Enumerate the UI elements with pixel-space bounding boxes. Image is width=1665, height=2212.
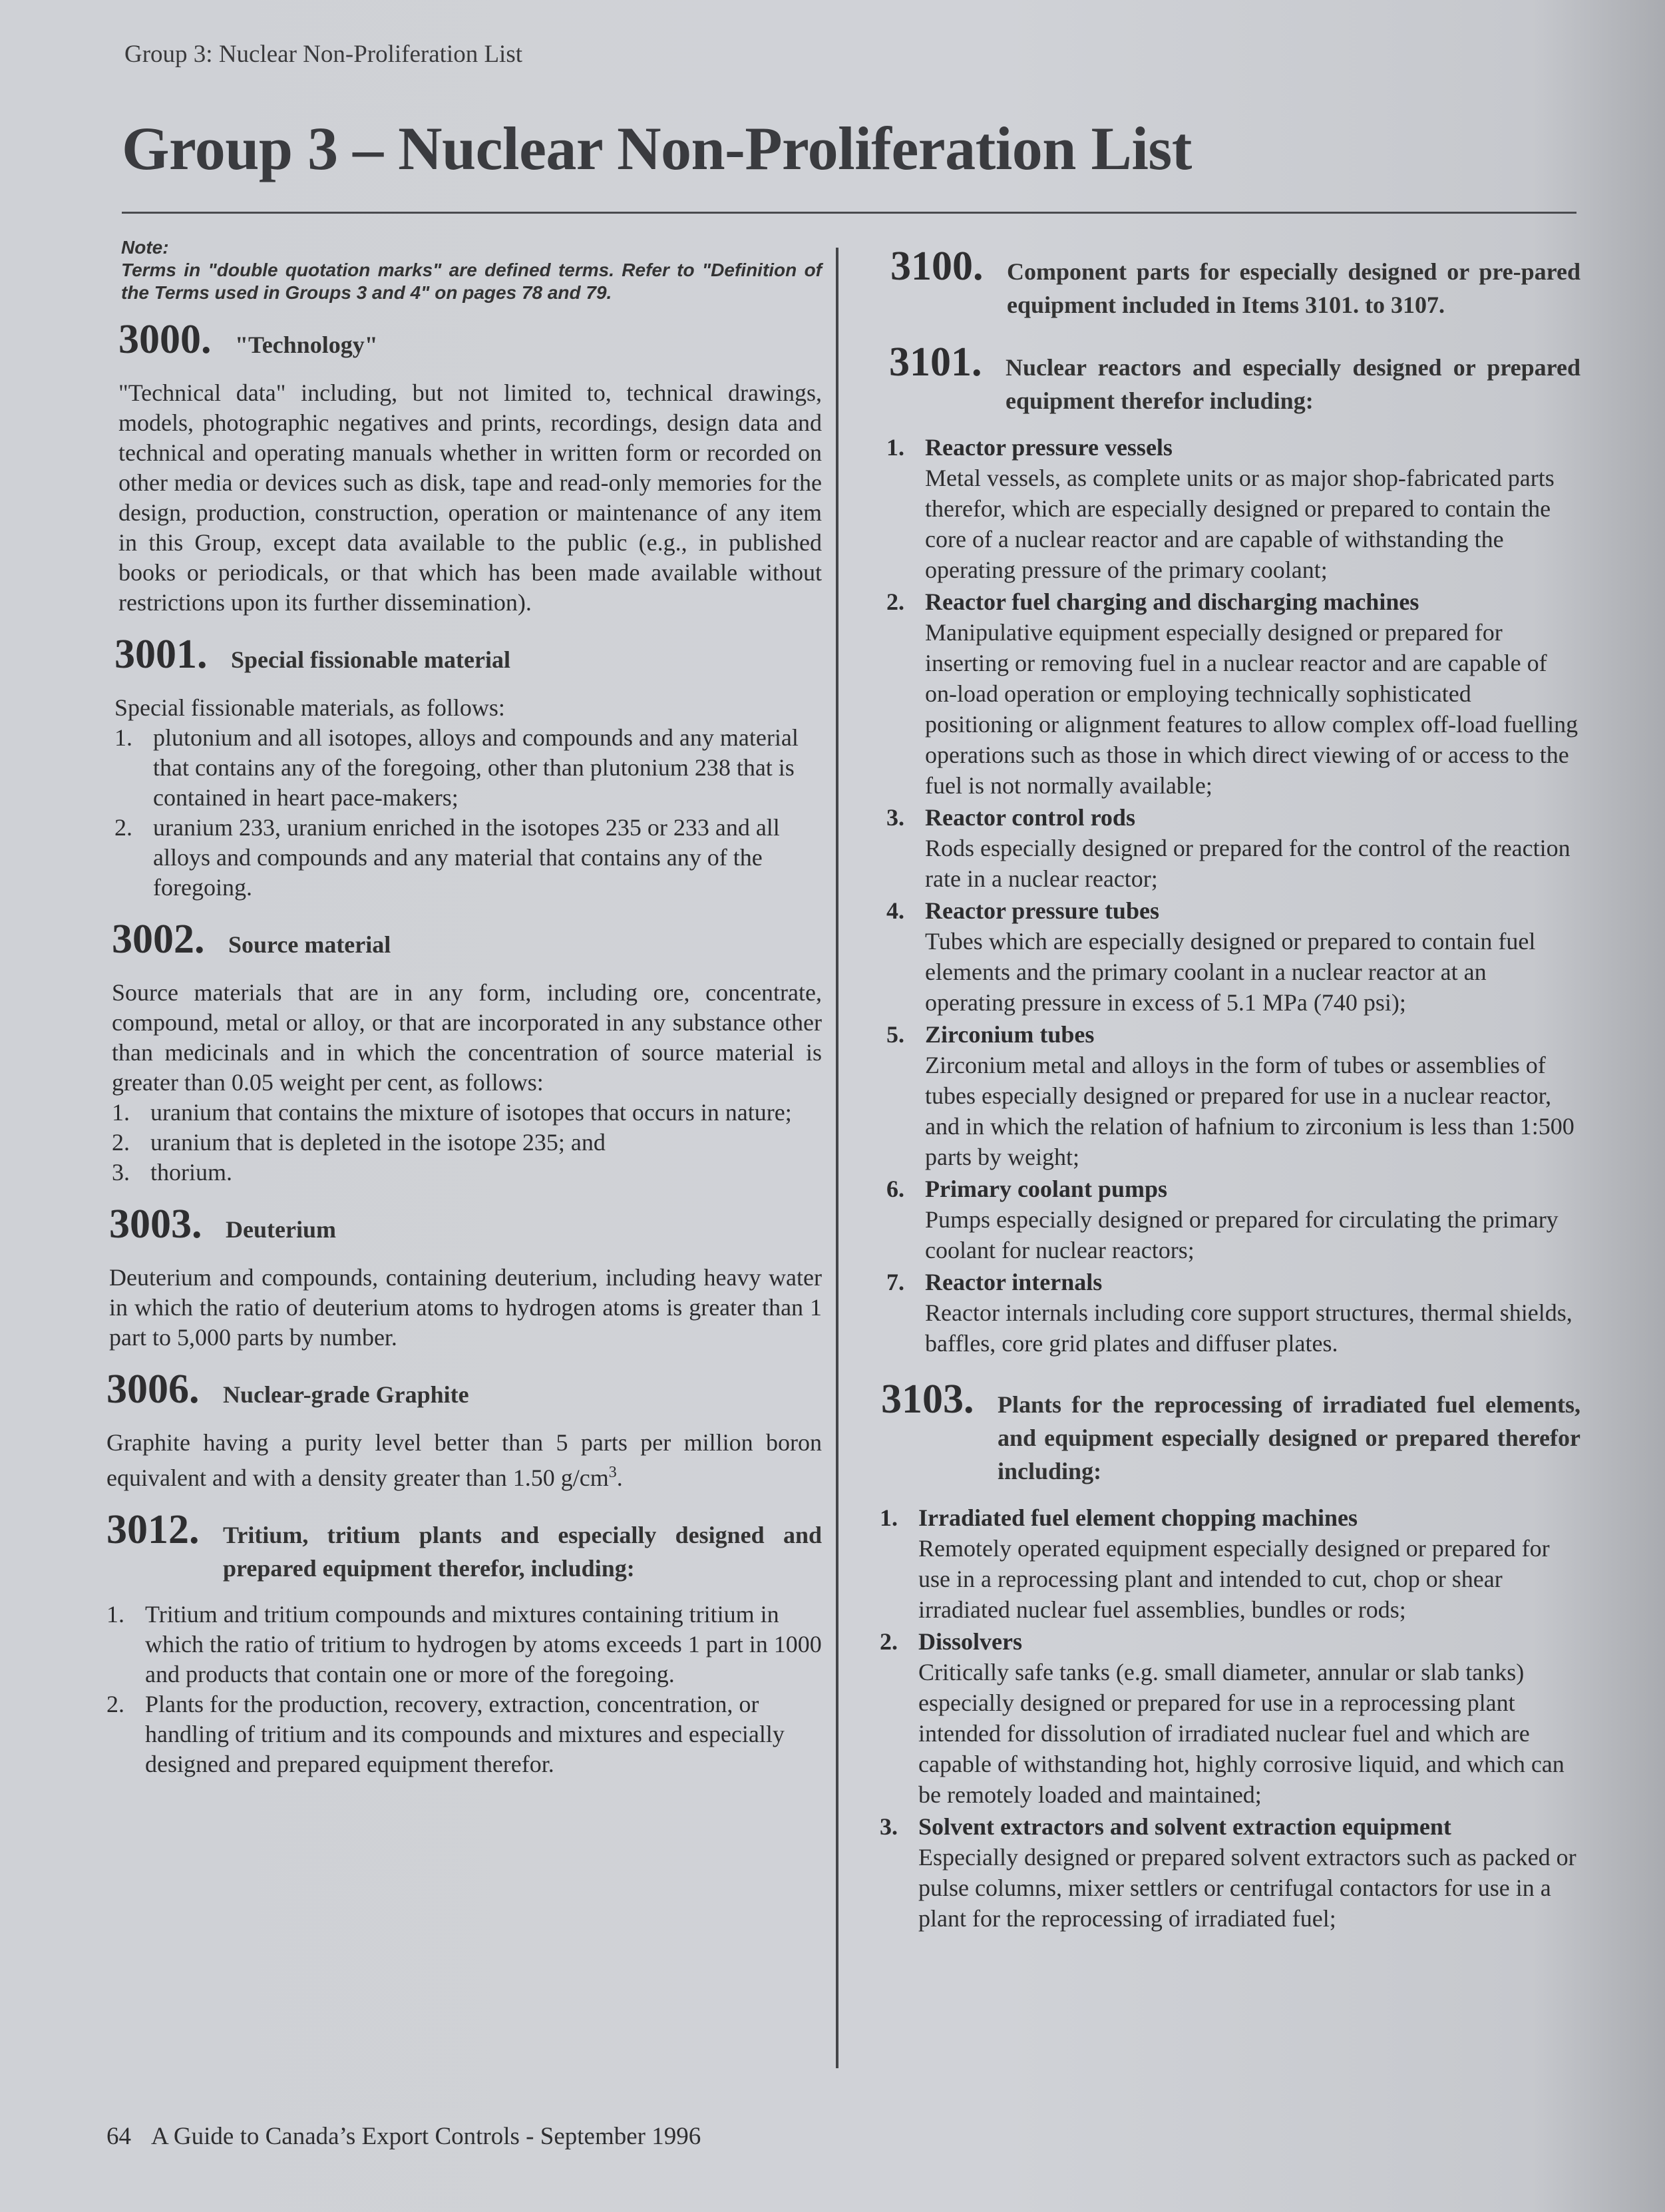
section-text: Graphite having a purity level better than 5 parts per million boron equivalent and with a density greater than 1.50 $g/cm^3$. [106, 1429, 822, 1491]
section-3100 [878, 243, 1580, 322]
section-number: 3000. [118, 317, 212, 362]
column-divider [836, 248, 838, 2068]
list-item: 6. Primary coolant pumps Pumps especially designed or prepared for circulating the primary coolant for nuclear reactors; [886, 1176, 1559, 1263]
tritium-list [106, 1600, 822, 1779]
section-3000 [106, 316, 822, 618]
note-text: Terms in "double quotation marks" are defined terms. Refer to "Definition of the Terms used in Groups 3 and 4" on pages 78 and 79. [121, 260, 822, 303]
left-column [106, 236, 822, 1779]
section-number: 3006. [106, 1367, 200, 1412]
list-item: 2. uranium that is depleted in the isotope 235; and [112, 1129, 606, 1156]
section-3101 [878, 339, 1580, 1359]
list-item: 3. Solvent extractors and solvent extraction equipment Especially designed or prepared solvent extractors such as packed or pulse columns, mixer settlers or centrifugal contactors for use in a plant for the reprocessing of irradiated fuel; [880, 1813, 1576, 1932]
section-number: 3003. [109, 1202, 202, 1247]
list-item: 5. Zirconium tubes Zirconium metal and alloys in the form of tubes or assemblies of tubes especially designed or prepared for use in a nuclear reactor, and in which the relation of hafnium to zirconium is less than 1:500 parts by weight; [886, 1021, 1574, 1170]
material-list [114, 723, 822, 903]
list-item: 1. Irradiated fuel element chopping machines Remotely operated equipment especially designed or prepared for use in a reprocessing plant and intended to cut, chop or shear irradiated nuclear fuel assemblies, bundles or rods; [880, 1504, 1550, 1623]
section-number: 3101. [889, 339, 982, 385]
section-title: Source material [228, 931, 391, 958]
section-text: Deuterium and compounds, containing deuterium, including heavy water in which the ratio of deuterium atoms to hydrogen atoms is greater than 1 part to 5,000 parts by number. [109, 1264, 822, 1351]
section-number: 3100. [890, 244, 984, 289]
list-item: 1. plutonium and all isotopes, alloys and compounds and any material that contains any of the foregoing, other than plutonium 238 that is contained in heart pace-makers; [114, 724, 799, 811]
list-item: 3. Reactor control rods Rods especially designed or prepared for the control of the reaction rate in a nuclear reactor; [886, 804, 1571, 892]
section-3002 [106, 916, 822, 1188]
running-head: Group 3: Nuclear Non-Proliferation List [124, 41, 523, 68]
section-number: 3012. [106, 1507, 200, 1552]
section-title: Nuclear-grade Graphite [223, 1381, 469, 1408]
reactor-equipment-list [886, 432, 1580, 1359]
section-text: "Technical data" including, but not limited to, technical drawings, models, photographic negatives and prints, recordings, design data and technical and operating manuals whether in written form or recorded on other media or devices such as disk, tape and read-only memories for the design, production, construction, operation or maintenance of any item in this Group, except data available to the public (e.g., in published books or periodicals, or that which has been made available without restrictions upon its further dissemination). [118, 379, 822, 616]
section-title: Nuclear reactors and especially designed or prepared equipment therefor including: [1006, 354, 1580, 414]
page-footer [106, 2122, 701, 2151]
title-rule [122, 212, 1576, 214]
section-3006 [106, 1366, 822, 1493]
page-title: Group 3 – Nuclear Non-Proliferation List [122, 114, 1192, 182]
section-number: 3002. [112, 917, 205, 962]
note [121, 236, 822, 304]
list-item: 2. Plants for the production, recovery, extraction, concentration, or handling of tritium and its compounds and mixtures and especially designed and prepared equipment therefor. [106, 1691, 785, 1777]
footer-text: A Guide to Canada’s Export Controls - September 1996 [151, 2123, 701, 2150]
material-list [112, 1098, 822, 1188]
note-label: Note: [121, 237, 169, 258]
list-item: 2. uranium 233, uranium enriched in the isotopes 235 or 233 and all alloys and compounds and any material that contains any of the foregoing. [114, 814, 780, 901]
section-number: 3001. [114, 632, 208, 677]
section-title: Deuterium [226, 1216, 336, 1243]
list-item: 4. Reactor pressure tubes Tubes which are especially designed or prepared to contain fuel elements and the primary coolant in a nuclear reactor at an operating pressure in excess of 5.1 MPa (740 psi); [886, 897, 1536, 1016]
section-title: Plants for the reprocessing of irradiated fuel elements, and equipment especially designed or prepared therefor including: [998, 1391, 1580, 1484]
list-item: 3. thorium. [112, 1159, 232, 1186]
section-3103 [878, 1376, 1580, 1934]
list-item: 2. Reactor fuel charging and discharging machines Manipulative equipment especially designed or prepared for inserting or removing fuel in a nuclear reactor and are capable of on-load operation or employing technically sophisticated positioning or alignment features to allow complex off-load fuelling operations such as those in which direct viewing of or access to the fuel is not normally available; [886, 588, 1578, 799]
section-title: Tritium, tritium plants and especially designed and prepared equipment therefor, including: [223, 1522, 822, 1582]
list-item: 1. Reactor pressure vessels Metal vessels, as complete units or as major shop-fabricated parts therefor, which are especially designed or prepared to contain the core of a nuclear reactor and are capable of withstanding the operating pressure of the primary coolant; [886, 434, 1555, 583]
section-3001 [106, 631, 822, 903]
section-3012 [106, 1506, 822, 1779]
section-title: "Technology" [235, 332, 378, 358]
section-number: 3103. [881, 1377, 974, 1422]
right-column [878, 236, 1580, 1935]
reprocessing-equipment-list [880, 1502, 1580, 1934]
list-item: 7. Reactor internals Reactor internals including core support structures, thermal shields, baffles, core grid plates and diffuser plates. [886, 1269, 1572, 1357]
list-item: 1. Tritium and tritium compounds and mixtures containing tritium in which the ratio of tritium to hydrogen by atoms exceeds 1 part in 1000 and products that contain one or more of the foregoing. [106, 1601, 822, 1687]
list-item: 1. uranium that contains the mixture of isotopes that occurs in nature; [112, 1099, 792, 1126]
page-number: 64 [106, 2123, 131, 2150]
section-intro: Special fissionable materials, as follows: [114, 694, 505, 721]
section-title: Component parts for especially designed or pre-pared equipment included in Items 3101. to 3107. [1007, 258, 1580, 318]
list-item: 2. Dissolvers Critically safe tanks (e.g. small diameter, annular or slab tanks) especially designed or prepared for use in a reprocessing plant intended for dissolution of irradiated nuclear fuel and which are capable of withstanding hot, highly corrosive liquid, and which can be remotely loaded and maintained; [880, 1628, 1565, 1808]
section-text: Source materials that are in any form, including ore, concentrate, compound, metal or alloy, or that are incorporated in any substance other than medicinals and in which the concentration of source material is greater than 0.05 weight per cent, as follows: [112, 979, 822, 1096]
section-title: Special fissionable material [231, 646, 510, 673]
section-3003 [106, 1201, 822, 1353]
